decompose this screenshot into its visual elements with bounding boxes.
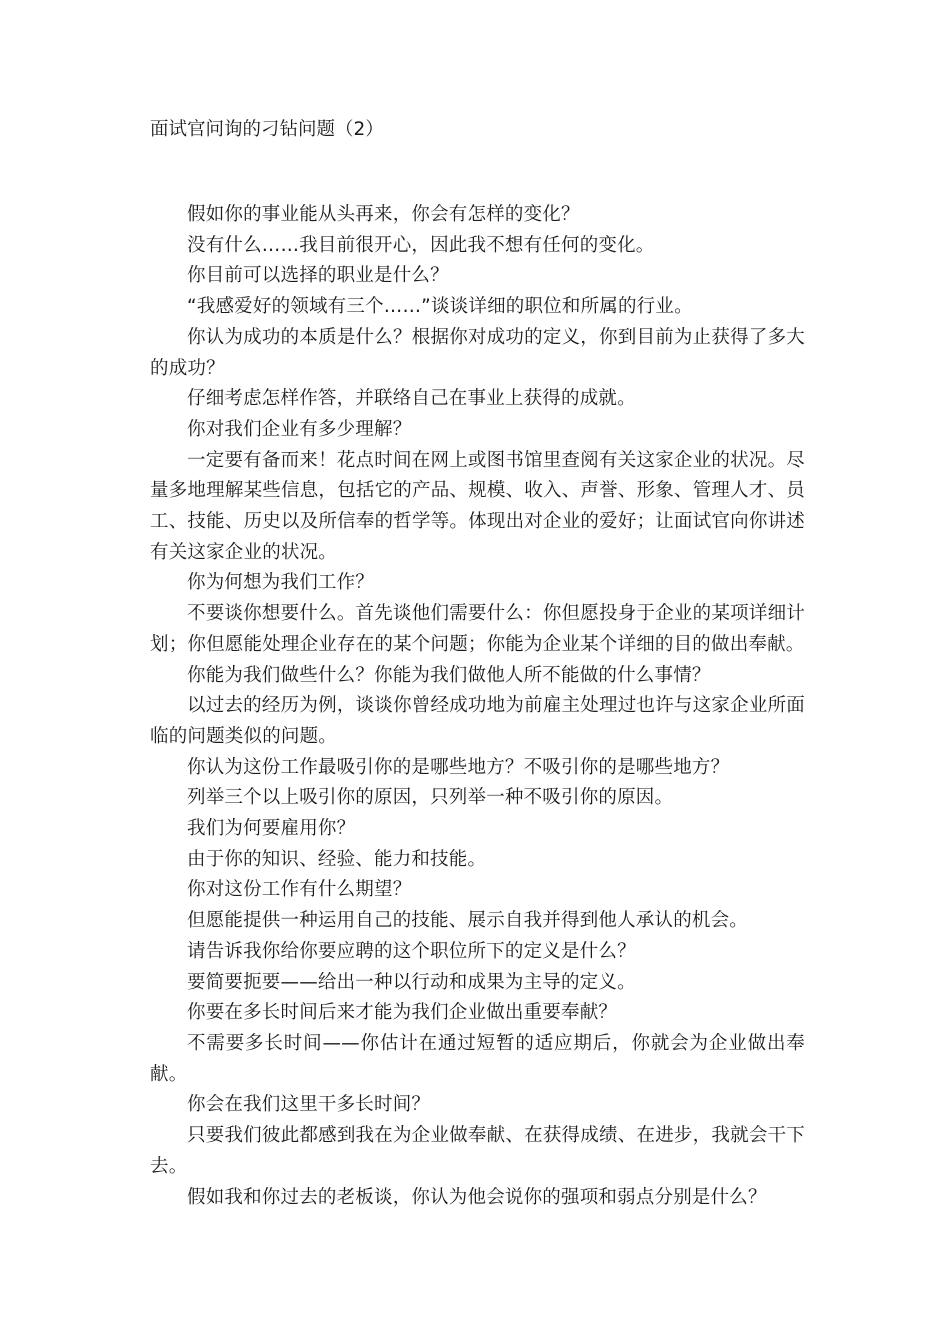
- paragraph: 你能为我们做些什么？你能为我们做他人所不能做的什么事情？: [187, 664, 711, 686]
- paragraph: 假如我和你过去的老板谈，你认为他会说你的强项和弱点分别是什么？: [187, 1186, 767, 1208]
- paragraph: 你认为这份工作最吸引你的是哪些地方？不吸引你的是哪些地方？: [187, 756, 730, 778]
- paragraph: 你目前可以选择的职业是什么？: [187, 265, 449, 287]
- paragraph: 请告诉我你给你要应聘的这个职位所下的定义是什么？: [187, 940, 636, 962]
- paragraph: 不要谈你想要什么。首先谈他们需要什么：你但愿投身于企业的某项详细计划；你但愿能处理企业存在的某个问题；你能为企业某个详细的目的做出奉献。: [150, 603, 805, 655]
- paragraph: 列举三个以上吸引你的原因，只列举一种不吸引你的原因。: [187, 787, 674, 809]
- paragraph: 我们为何要雇用你？: [187, 818, 356, 840]
- paragraph: “我感爱好的领域有三个……”谈谈详细的职位和所属的行业。: [187, 296, 693, 318]
- paragraph: 只要我们彼此都感到我在为企业做奉献、在获得成绩、在进步，我就会干下去。: [150, 1125, 805, 1177]
- paragraph: 假如你的事业能从头再来，你会有怎样的变化？: [187, 204, 580, 225]
- paragraph: 你对这份工作有什么期望？: [187, 879, 412, 901]
- paragraph: 你要在多长时间后来才能为我们企业做出重要奉献？: [187, 1002, 618, 1024]
- paragraph: 不需要多长时间——你估计在通过短暂的适应期后，你就会为企业做出奉献。: [150, 1032, 805, 1085]
- document-body: [150, 200, 805, 1213]
- paragraph: 但愿能提供一种运用自己的技能、展示自我并得到他人承认的机会。: [187, 910, 749, 932]
- paragraph: 你会在我们这里干多长时间？: [187, 1094, 431, 1116]
- paragraph: 你为何想为我们工作？: [187, 572, 375, 594]
- paragraph: 要简要扼要——给出一种以行动和成果为主导的定义。: [187, 971, 636, 993]
- paragraph: 仔细考虑怎样作答，并联络自己在事业上获得的成就。: [187, 388, 636, 410]
- paragraph: 你对我们企业有多少理解？: [187, 418, 412, 440]
- document-title: 面试官问询的刁钻问题（2）: [150, 119, 384, 140]
- paragraph: 以过去的经历为例，谈谈你曾经成功地为前雇主处理过也许与这家企业所面临的问题类似的问题。: [150, 695, 805, 747]
- paragraph: 你认为成功的本质是什么？根据你对成功的定义，你到目前为止获得了多大的成功？: [150, 326, 805, 379]
- paragraph: 由于你的知识、经验、能力和技能。: [187, 848, 487, 870]
- paragraph: 一定要有备而来！花点时间在网上或图书馆里查阅有关这家企业的状况。尽量多地理解某些信息，包括它的产品、规模、收入、声誉、形象、管理人才、员工、技能、历史以及所信奉的哲学等。体现出对企业的爱好；让面试官向你讲述有关这家企业的状况。: [150, 449, 805, 563]
- paragraph: 没有什么……我目前很开心，因此我不想有任何的变化。: [187, 234, 655, 256]
